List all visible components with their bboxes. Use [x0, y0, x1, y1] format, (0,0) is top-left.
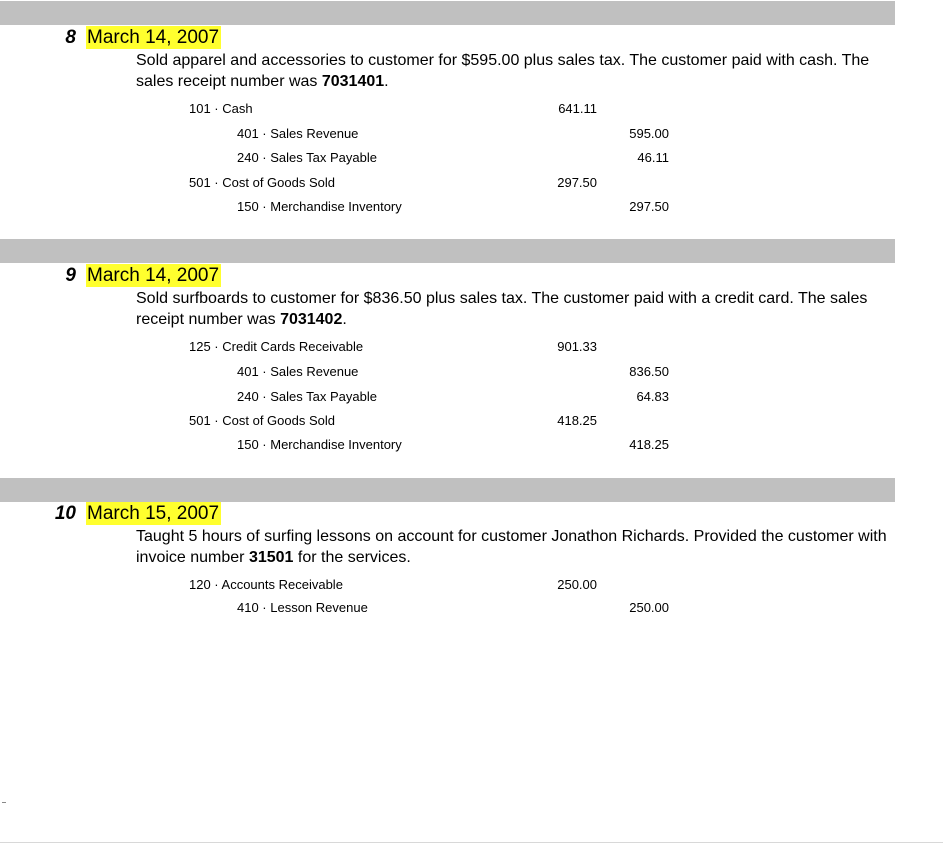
debit-account: 125 · Credit Cards Receivable	[189, 339, 364, 354]
receipt-number: 7031402	[280, 311, 343, 328]
credit-account: 150 · Merchandise Inventory	[237, 199, 402, 214]
entry-separator-bar	[0, 1, 895, 25]
debit-amount: 901.33	[557, 339, 597, 354]
entry-number: 9	[65, 265, 76, 286]
description-text: Sold surfboards to customer for $836.50 plus sales tax. The customer paid with a credit card. The sales receipt number was	[136, 290, 868, 328]
credit-amount: 836.50	[629, 364, 669, 379]
entry-description	[136, 50, 896, 92]
entry-date: March 14, 2007	[87, 265, 220, 286]
credit-account: 410 · Lesson Revenue	[237, 600, 368, 615]
entry-description	[136, 526, 896, 568]
credit-amount: 418.25	[629, 437, 669, 452]
description-text-end: .	[384, 73, 389, 90]
debit-amount: 250.00	[557, 577, 597, 592]
credit-amount: 595.00	[629, 126, 669, 141]
entry-separator-bar	[0, 478, 895, 502]
debit-account: 501 · Cost of Goods Sold	[189, 413, 335, 428]
description-text-end: .	[342, 311, 347, 328]
entry-number: 8	[65, 27, 76, 48]
entry-separator-bar	[0, 239, 895, 263]
debit-account: 501 · Cost of Goods Sold	[189, 175, 335, 190]
debit-account: 120 · Accounts Receivable	[189, 577, 343, 592]
credit-account: 401 · Sales Revenue	[237, 364, 359, 379]
description-text: Sold apparel and accessories to customer for $595.00 plus sales tax. The customer paid with cash. The sales receipt number was	[136, 52, 870, 90]
credit-amount: 64.83	[636, 389, 669, 404]
entry-date: March 15, 2007	[87, 503, 220, 524]
invoice-number: 31501	[248, 549, 294, 566]
credit-account: 240 · Sales Tax Payable	[237, 389, 377, 404]
credit-amount: 297.50	[629, 199, 669, 214]
entry-description	[136, 288, 896, 330]
credit-account: 150 · Merchandise Inventory	[237, 437, 402, 452]
credit-account: 240 · Sales Tax Payable	[237, 150, 377, 165]
page-bottom-border	[0, 842, 943, 843]
page-mark	[2, 802, 6, 803]
debit-amount: 641.11	[558, 101, 597, 116]
entry-number: 10	[54, 503, 76, 524]
credit-amount: 250.00	[629, 600, 669, 615]
description-text: Taught 5 hours of surfing lessons on account for customer Jonathon Richards. Provided the customer with invoice number	[136, 528, 887, 566]
debit-amount: 418.25	[557, 413, 597, 428]
description-text-end: for the services.	[293, 549, 411, 566]
debit-account: 101 · Cash	[189, 101, 253, 116]
receipt-number: 7031401	[321, 73, 385, 90]
credit-account: 401 · Sales Revenue	[237, 126, 359, 141]
entry-date: March 14, 2007	[87, 27, 220, 48]
debit-amount: 297.50	[557, 175, 597, 190]
credit-amount: 46.11	[637, 150, 669, 165]
